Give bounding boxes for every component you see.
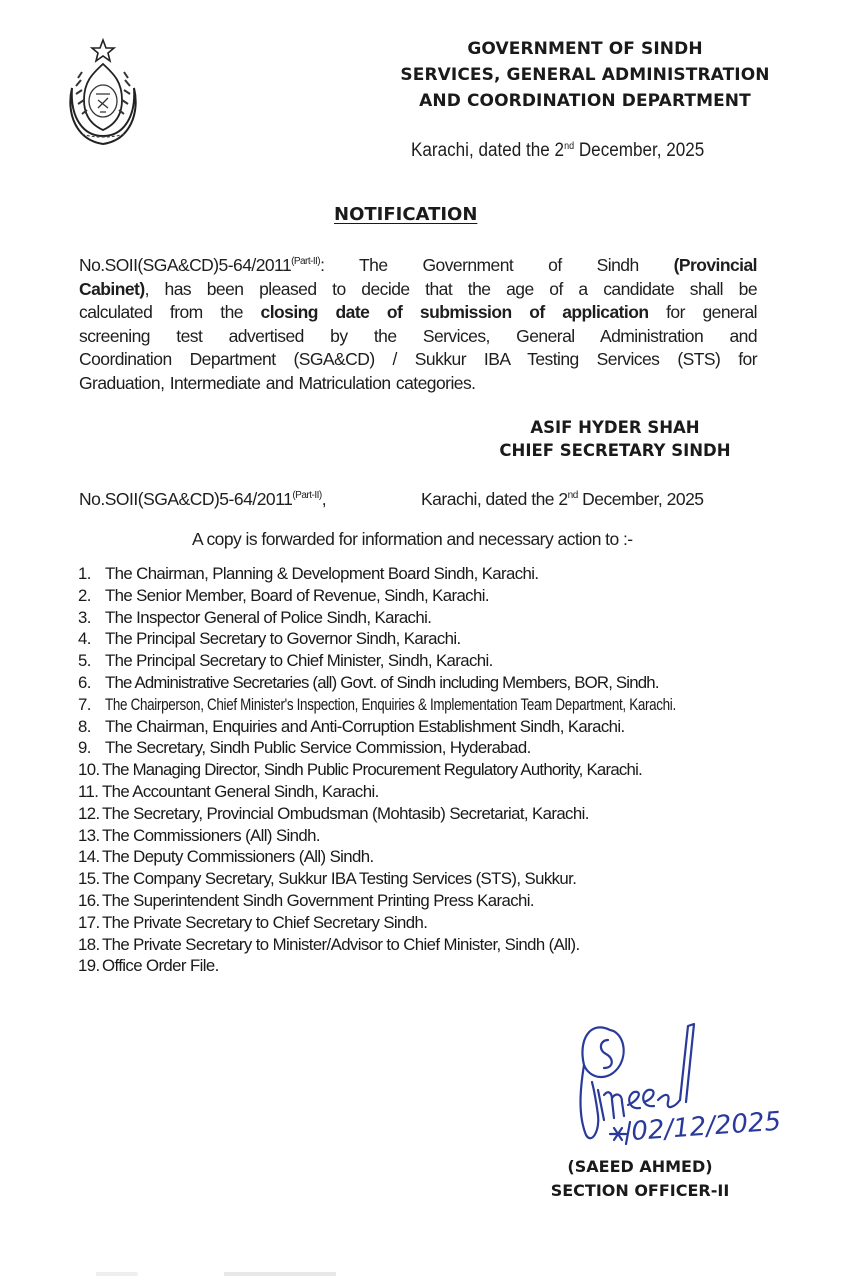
distribution-item: 5. The Principal Secretary to Chief Minister, Sindh, Karachi.: [78, 651, 493, 671]
distribution-item: 3. The Inspector General of Police Sindh, Karachi.: [78, 607, 432, 627]
section-officer-name: (SAEED AHMED): [567, 1157, 713, 1176]
header-line-coordination: AND COORDINATION DEPARTMENT: [419, 91, 751, 111]
handwritten-signature: [570, 1010, 830, 1160]
section-officer-designation: SECTION OFFICER-II: [550, 1181, 730, 1200]
distribution-item: 11. The Accountant General Sindh, Karachi.: [78, 781, 379, 801]
distribution-item: 7. The Chairperson, Chief Minister's Inspection, Enquiries & Implementation Team Department, Karachi.: [78, 694, 676, 714]
signatory-designation: CHIEF SECRETARY SINDH: [499, 441, 731, 460]
copy-reference-number: $No.SOII(SGA\&CD)5-64/2011^{(Part-II)}$,: [79, 489, 327, 509]
body-line-3: calculated from the closing date of submission of application for general: [79, 302, 757, 322]
distribution-item: 6. The Administrative Secretaries (all) Govt. of Sindh including Members, BOR, Sindh.: [78, 672, 659, 692]
distribution-item: 14. The Deputy Commissioners (All) Sindh.: [78, 847, 374, 867]
distribution-item: 2. The Senior Member, Board of Revenue, Sindh, Karachi.: [78, 585, 489, 605]
distribution-item: 19. Office Order File.: [78, 956, 219, 976]
distribution-item: 13. The Commissioners (All) Sindh.: [78, 825, 320, 845]
distribution-item: 12. The Secretary, Provincial Ombudsman (Mohtasib) Secretariat, Karachi.: [78, 803, 589, 823]
distribution-item: 17. The Private Secretary to Chief Secretary Sindh.: [78, 912, 428, 932]
distribution-item: 18. The Private Secretary to Minister/Advisor to Chief Minister, Sindh (All).: [78, 934, 580, 954]
department-header: [390, 36, 780, 114]
body-line-1: $No.SOII(SGA\&CD)5-64/2011^{(Part-II)}$: The Government of Sindh (Provincial: [79, 255, 757, 275]
signatory-name: ASIF HYDER SHAH: [530, 418, 700, 437]
section-officer-signatory: [530, 1155, 750, 1203]
distribution-item: 16. The Superintendent Sindh Government Printing Press Karachi.: [78, 890, 534, 910]
emblem-icon: [62, 38, 144, 150]
header-date: Karachi, dated the 2nd December, 2025: [411, 140, 705, 161]
distribution-list: [78, 563, 778, 977]
distribution-item: 8. The Chairman, Enquiries and Anti-Corruption Establishment Sindh, Karachi.: [78, 716, 625, 736]
notification-body: [79, 254, 757, 395]
body-line-6: Graduation, Intermediate and Matriculation categories.: [79, 372, 476, 393]
copy-forward-intro: A copy is forwarded for information and necessary action to :-: [192, 529, 633, 549]
signature-scribble-icon: [570, 1010, 830, 1160]
header-line-government: GOVERNMENT OF SINDH: [467, 39, 703, 59]
chief-secretary-signatory: [480, 416, 750, 462]
body-line-4: screening test advertised by the Services, General Administration and: [79, 325, 757, 346]
reference-number: No.SOII(SGA&CD)5-64/2011: [79, 255, 292, 275]
distribution-item: 10. The Managing Director, Sindh Public Procurement Regulatory Authority, Karachi.: [78, 760, 643, 780]
notification-title: NOTIFICATION: [334, 204, 478, 225]
body-line-2: Cabinet), has been pleased to decide that the age of a candidate shall be: [79, 278, 757, 299]
distribution-item: 1. The Chairman, Planning & Development Board Sindh, Karachi.: [78, 564, 539, 583]
distribution-item: 9. The Secretary, Sindh Public Service Commission, Hyderabad.: [78, 738, 531, 758]
page-bottom-bleed: [80, 1272, 400, 1276]
copy-date: Karachi, dated the 2nd December, 2025: [421, 489, 704, 509]
distribution-item: 15. The Company Secretary, Sukkur IBA Testing Services (STS), Sukkur.: [78, 869, 577, 889]
header-line-services: SERVICES, GENERAL ADMINISTRATION: [400, 65, 770, 85]
sindh-government-emblem: [62, 38, 144, 150]
body-line-5: Coordination Department (SGA&CD) / Sukkur IBA Testing Services (STS) for: [79, 349, 757, 369]
signature-date: 02/12/2025: [630, 1106, 782, 1147]
distribution-item: 4. The Principal Secretary to Governor Sindh, Karachi.: [78, 629, 461, 649]
